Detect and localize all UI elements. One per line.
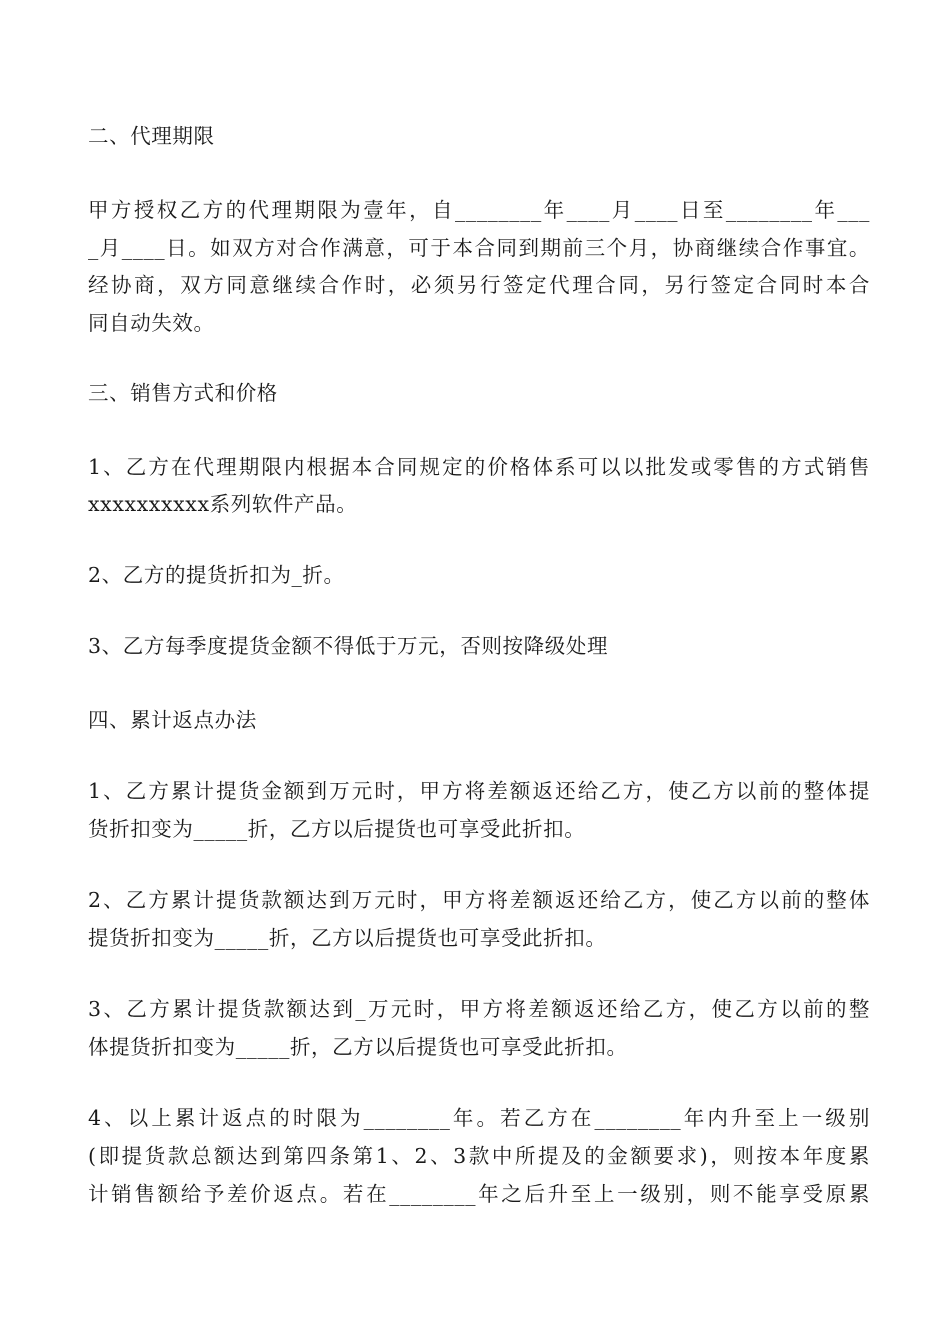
- section-heading-term: 二、代理期限: [88, 124, 215, 148]
- list-item-line: 4、以上累计返点的时限为________年。若乙方在________年内升至上一级别: [88, 1106, 870, 1130]
- list-item-line: 1、乙方累计提货金额到万元时，甲方将差额返还给乙方，使乙方以前的整体提: [88, 779, 870, 803]
- paragraph-line: 同自动失效。: [88, 311, 215, 335]
- list-item-line: xxxxxxxxxx系列软件产品。: [88, 492, 358, 516]
- section-heading-sales: 三、销售方式和价格: [88, 381, 278, 405]
- list-item: 3、乙方每季度提货金额不得低于万元，否则按降级处理: [88, 634, 609, 658]
- list-item-line: 1、乙方在代理期限内根据本合同规定的价格体系可以以批发或零售的方式销售: [88, 455, 870, 479]
- list-item-line: 2、乙方累计提货款额达到万元时，甲方将差额返还给乙方，使乙方以前的整体: [88, 888, 870, 912]
- list-item-line: 3、乙方累计提货款额达到_万元时，甲方将差额返还给乙方，使乙方以前的整: [88, 997, 870, 1021]
- list-item-line: 提货折扣变为_____折，乙方以后提货也可享受此折扣。: [88, 926, 607, 950]
- paragraph-line: 经协商，双方同意继续合作时，必须另行签定代理合同，另行签定合同时本合: [88, 273, 870, 297]
- list-item-line: 货折扣变为_____折，乙方以后提货也可享受此折扣。: [88, 817, 586, 841]
- list-item-line: 体提货折扣变为_____折，乙方以后提货也可享受此折扣。: [88, 1035, 628, 1059]
- list-item: 2、乙方的提货折扣为_折。: [88, 563, 345, 587]
- list-item-line: (即提货款总额达到第四条第1、2、3款中所提及的金额要求)，则按本年度累: [88, 1144, 870, 1168]
- paragraph-line: 甲方授权乙方的代理期限为壹年，自________年____月____日至________年___: [88, 198, 870, 222]
- paragraph-line: _月____日。如双方对合作满意，可于本合同到期前三个月，协商继续合作事宜。: [88, 236, 870, 260]
- list-item-line: 计销售额给予差价返点。若在________年之后升至上一级别，则不能享受原累: [88, 1182, 870, 1206]
- section-heading-rebate: 四、累计返点办法: [88, 708, 257, 732]
